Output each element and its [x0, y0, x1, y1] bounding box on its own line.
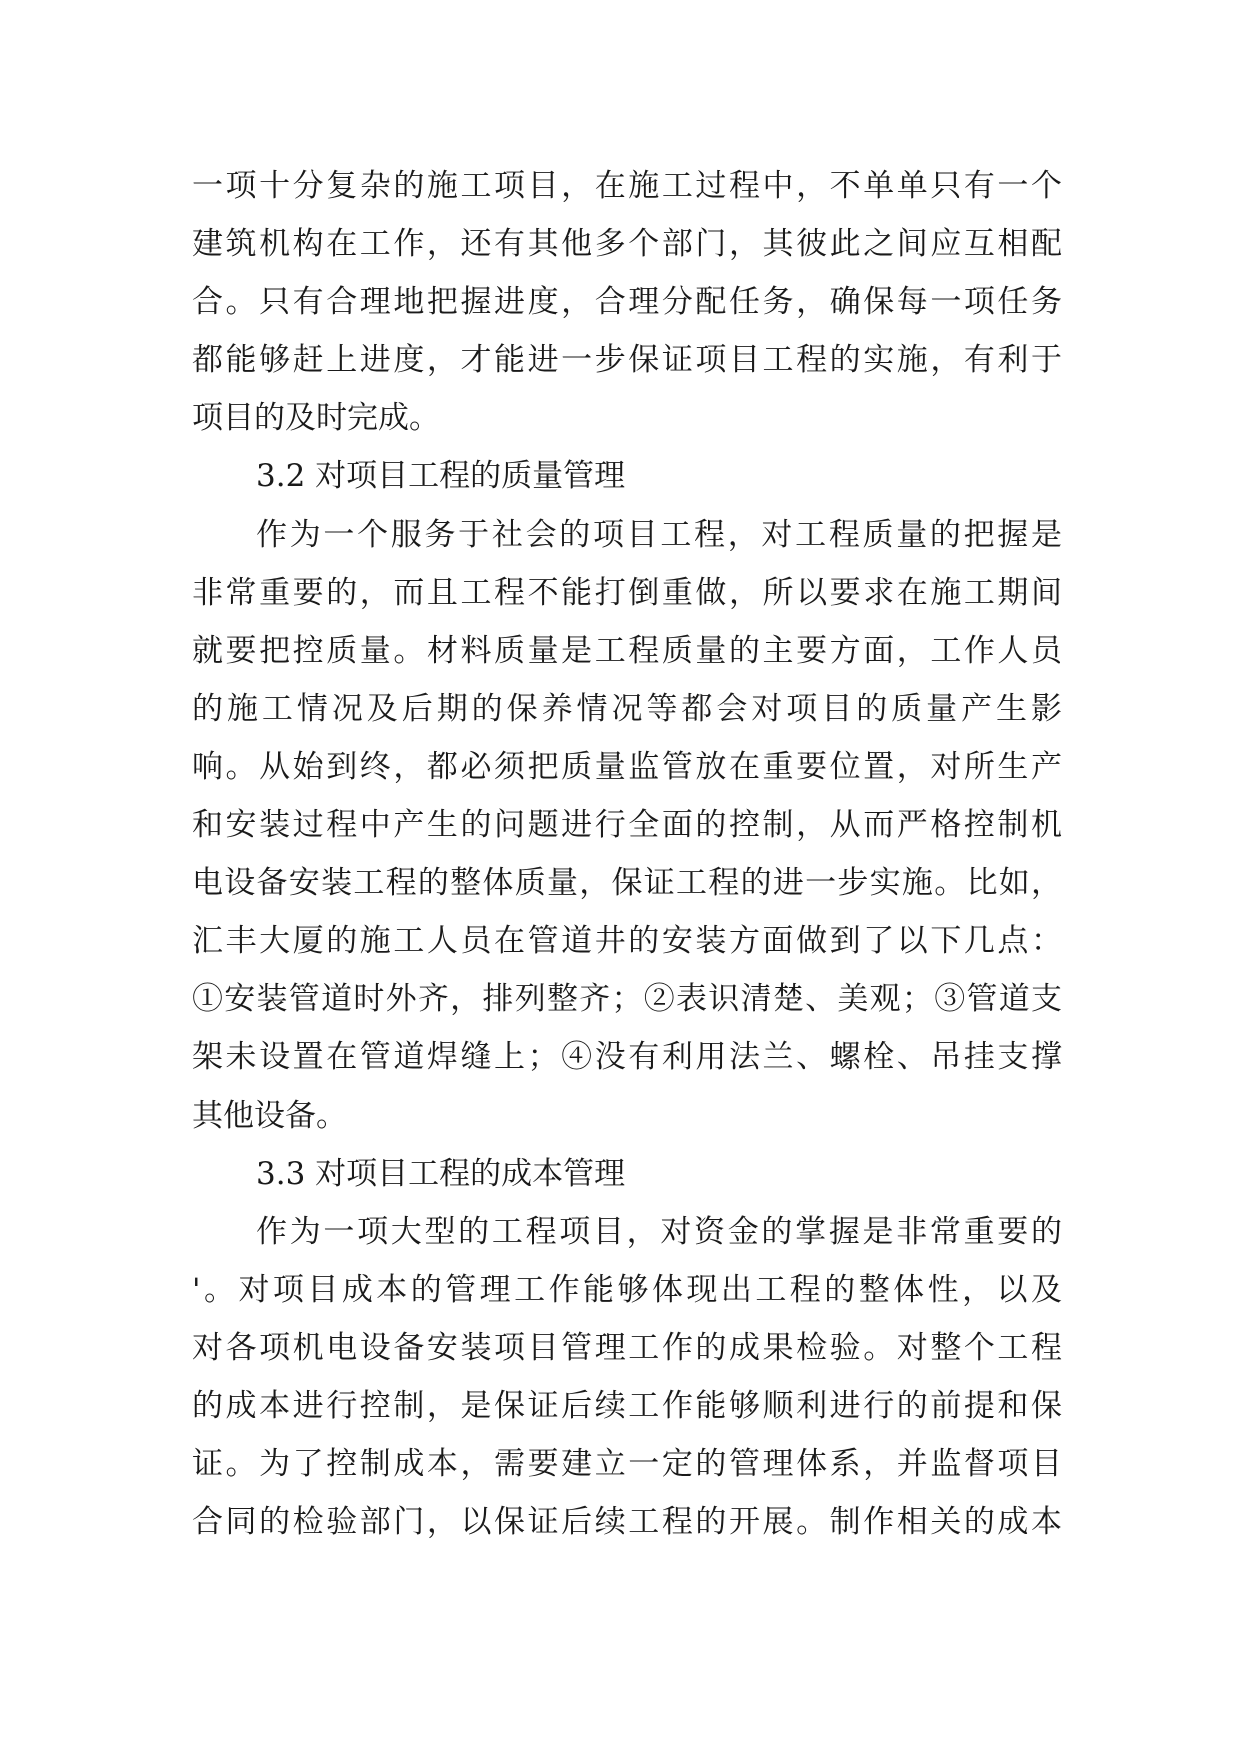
paragraph-line: 电设备安装工程的整体质量，保证工程的进一步实施。比如，: [192, 865, 1062, 902]
paragraph-line: 和安装过程中产生的问题进行全面的控制，从而严格控制机: [192, 807, 1062, 844]
paragraph-line: 作为一项大型的工程项目，对资金的掌握是非常重要的: [256, 1213, 1062, 1250]
paragraph-line: 响。从始到终，都必须把质量监管放在重要位置，对所生产: [192, 748, 1062, 785]
paragraph-line: ①安装管道时外齐，排列整齐；②表识清楚、美观；③管道支: [192, 981, 1062, 1018]
paragraph-line: 汇丰大厦的施工人员在管道井的安装方面做到了以下几点：: [192, 923, 1062, 960]
paragraph-line: 项目的及时完成。: [192, 400, 440, 437]
paragraph-line: 合同的检验部门，以保证后续工程的开展。制作相关的成本: [192, 1504, 1062, 1541]
paragraph-line: 的成本进行控制，是保证后续工作能够顺利进行的前提和保: [192, 1387, 1062, 1424]
paragraph-line: 非常重要的，而且工程不能打倒重做，所以要求在施工期间: [192, 574, 1062, 611]
paragraph-line: 合。只有合理地把握进度，合理分配任务，确保每一项任务: [192, 284, 1062, 321]
section-heading: 3.2 对项目工程的质量管理: [256, 458, 626, 495]
paragraph-line: '。对项目成本的管理工作能够体现出工程的整体性，以及: [192, 1271, 1062, 1308]
paragraph-line: 架未设置在管道焊缝上；④没有利用法兰、螺栓、吊挂支撑: [192, 1039, 1062, 1076]
paragraph-line: 的施工情况及后期的保养情况等都会对项目的质量产生影: [192, 690, 1062, 727]
paragraph-line: 证。为了控制成本，需要建立一定的管理体系，并监督项目: [192, 1446, 1062, 1483]
paragraph-line: 其他设备。: [192, 1097, 347, 1134]
paragraph-line: 对各项机电设备安装项目管理工作的成果检验。对整个工程: [192, 1329, 1062, 1366]
document-body: [192, 157, 1062, 1551]
paragraph-line: 就要把控质量。材料质量是工程质量的主要方面，工作人员: [192, 632, 1062, 669]
section-heading: 3.3 对项目工程的成本管理: [256, 1155, 626, 1192]
paragraph-line: 都能够赶上进度，才能进一步保证项目工程的实施，有利于: [192, 342, 1062, 379]
paragraph-line: 一项十分复杂的施工项目，在施工过程中，不单单只有一个: [192, 168, 1062, 204]
paragraph-line: 建筑机构在工作，还有其他多个部门，其彼此之间应互相配: [192, 226, 1062, 263]
paragraph-line: 作为一个服务于社会的项目工程，对工程质量的把握是: [256, 516, 1062, 553]
